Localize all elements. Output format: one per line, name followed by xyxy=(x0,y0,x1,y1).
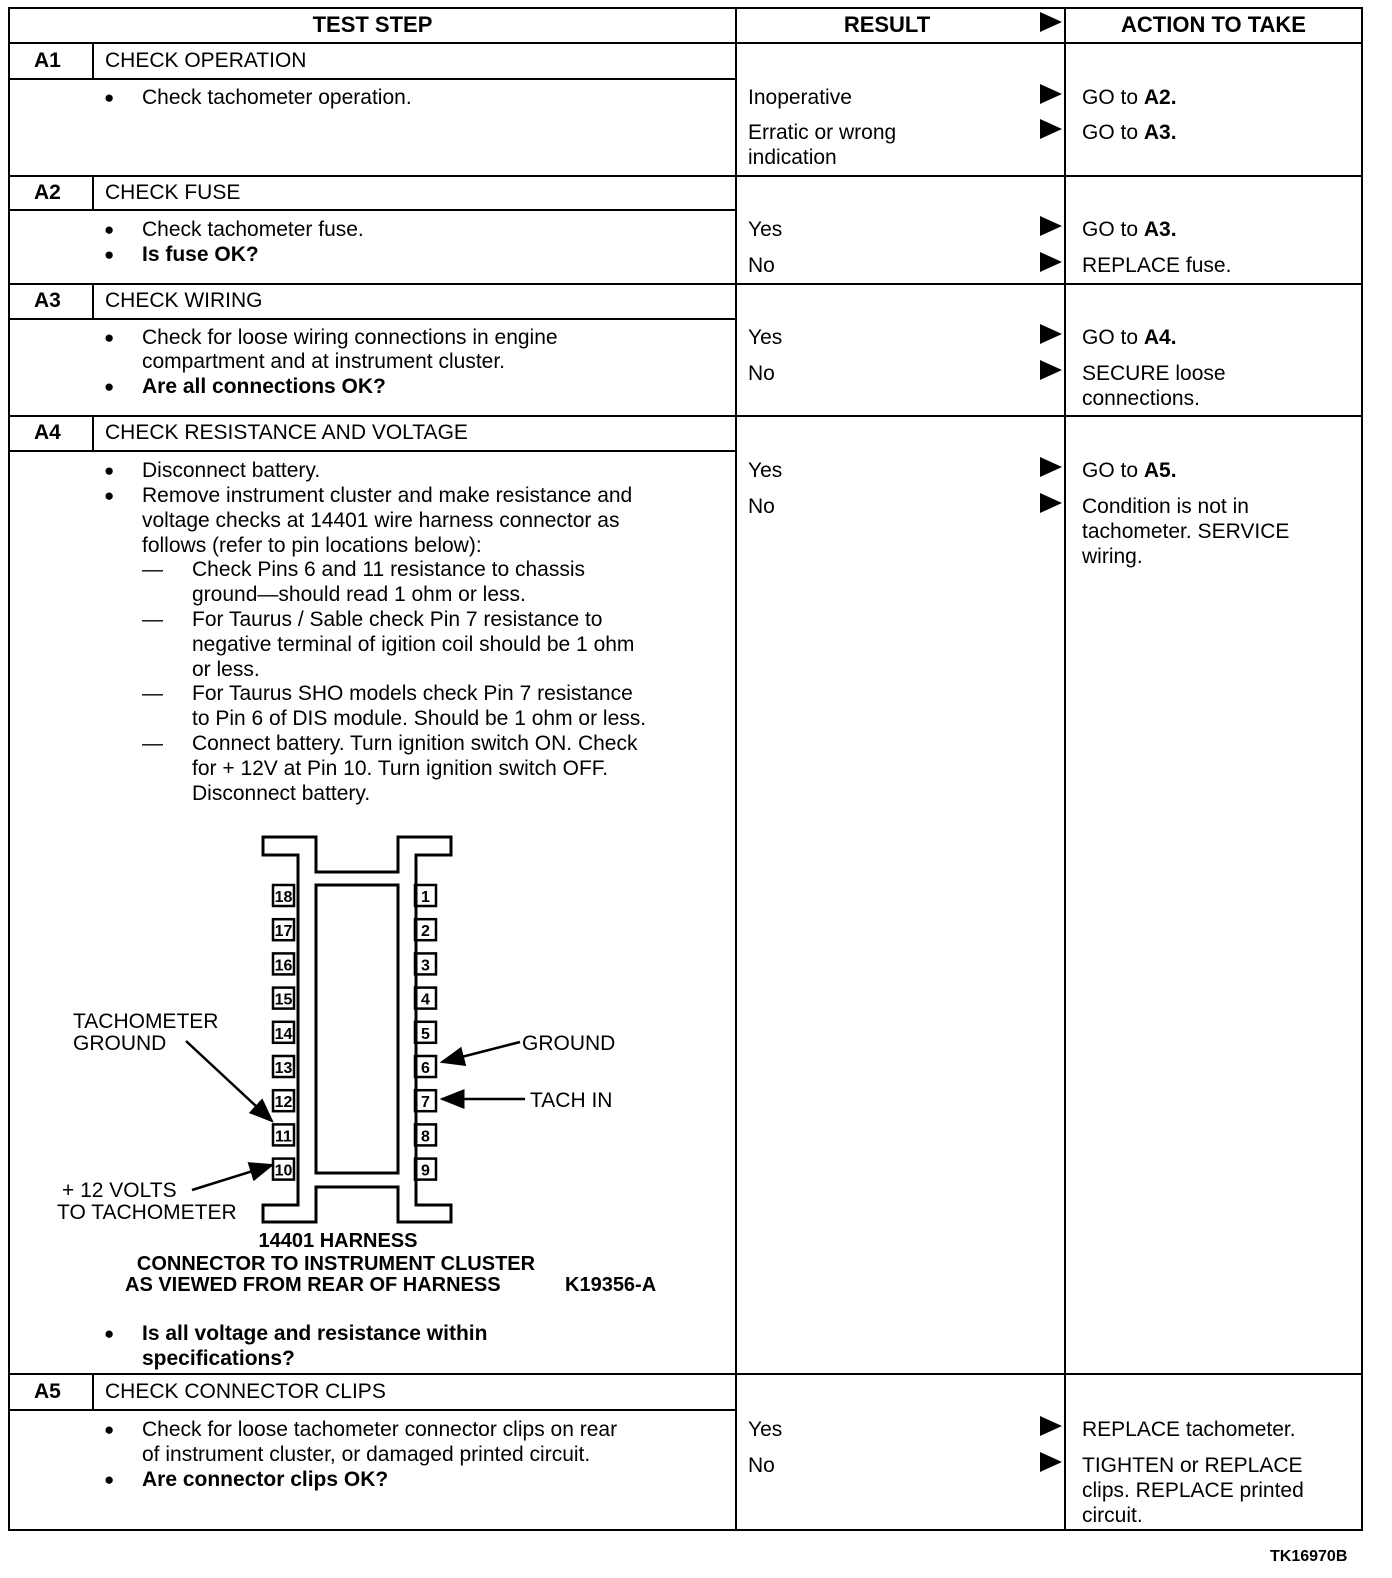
pin-label-9: 9 xyxy=(421,1162,430,1180)
step-id-a1: A1 xyxy=(34,49,61,72)
step-line-a4-16: specifications? xyxy=(142,1347,295,1370)
action-a1-1: GO to A2. xyxy=(1082,86,1177,109)
result-a5-2: No xyxy=(748,1454,775,1477)
action-a5-1: REPLACE tachometer. xyxy=(1082,1418,1296,1441)
col-divider-1 xyxy=(735,7,737,1531)
label-12v-2: TO TACHOMETER xyxy=(57,1201,237,1224)
step-line-a3-2: compartment and at instrument cluster. xyxy=(142,350,505,373)
action-a5-2a: TIGHTEN or REPLACE xyxy=(1082,1454,1303,1477)
step-line-a4-10: For Taurus SHO models check Pin 7 resistance xyxy=(192,682,633,705)
step-title-a1: CHECK OPERATION xyxy=(105,49,307,72)
header-test-step: TEST STEP xyxy=(312,12,433,37)
step-line-a4-11: to Pin 6 of DIS module. Should be 1 ohm or less. xyxy=(192,707,647,730)
arrow-icon xyxy=(1040,252,1062,272)
table-border-bottom xyxy=(8,1529,1363,1531)
action-a3-1: GO to A4. xyxy=(1082,326,1177,349)
result-a4-1: Yes xyxy=(748,459,783,482)
pin-label-14: 14 xyxy=(274,1025,293,1043)
pin-label-3: 3 xyxy=(421,957,430,975)
figure-id: K19356-A xyxy=(565,1274,657,1296)
step-line-a5-3: Are connector clips OK? xyxy=(142,1468,389,1491)
step-line-a3-1: Check for loose wiring connections in engine xyxy=(142,326,558,349)
action-a3-2a: SECURE loose xyxy=(1082,362,1226,385)
bullet-icon: ● xyxy=(104,486,115,505)
bullet-icon: ● xyxy=(104,88,115,107)
step-line-a5-2: of instrument cluster, or damaged printed circuit. xyxy=(142,1443,591,1466)
bullet-icon: ● xyxy=(104,1470,115,1489)
pin-label-15: 15 xyxy=(274,991,293,1009)
dash-icon: — xyxy=(142,732,163,755)
step-id-a5: A5 xyxy=(34,1380,61,1403)
action-a2-2: REPLACE fuse. xyxy=(1082,254,1232,277)
right-pin-column xyxy=(415,885,436,1180)
ground-leader xyxy=(442,1042,520,1062)
pin-label-7: 7 xyxy=(421,1094,430,1112)
action-a1-2: GO to A3. xyxy=(1082,121,1177,144)
caption-line-2: CONNECTOR TO INSTRUMENT CLUSTER xyxy=(136,1253,536,1275)
footer-id: TK16970B xyxy=(1270,1548,1348,1565)
volts-leader xyxy=(192,1165,272,1190)
pin-label-5: 5 xyxy=(421,1025,430,1043)
pin-label-13: 13 xyxy=(274,1060,293,1077)
tach-ground-leader xyxy=(186,1041,272,1121)
action-a4-2c: wiring. xyxy=(1082,545,1143,568)
label-tach-ground-2: GROUND xyxy=(73,1032,167,1055)
action-a2-1: GO to A3. xyxy=(1082,218,1177,241)
bullet-icon: ● xyxy=(104,461,115,480)
action-a5-2b: clips. REPLACE printed xyxy=(1082,1479,1304,1502)
step-line-a3-3: Are all connections OK? xyxy=(142,375,386,398)
connector-cavity xyxy=(316,885,398,1173)
arrow-icon xyxy=(1040,1452,1062,1472)
pin-label-18: 18 xyxy=(274,889,293,906)
result-a3-1: Yes xyxy=(748,326,783,349)
pin-label-12: 12 xyxy=(274,1094,293,1112)
step-title-a3: CHECK WIRING xyxy=(105,289,263,312)
bullet-icon: ● xyxy=(104,328,115,347)
step-line-a2-2: Is fuse OK? xyxy=(142,243,259,266)
step-line-a4-14: Disconnect battery. xyxy=(192,782,371,805)
step-line-a4-13: for + 12V at Pin 10. Turn ignition switch OFF. xyxy=(192,757,609,780)
caption-line-3: AS VIEWED FROM REAR OF HARNESS xyxy=(125,1274,501,1296)
label-tach-ground-1: TACHOMETER xyxy=(73,1010,219,1033)
header-result: RESULT xyxy=(843,12,931,37)
left-pin-column xyxy=(273,885,294,1180)
dash-icon: — xyxy=(142,558,163,581)
result-a5-1: Yes xyxy=(748,1418,783,1441)
dash-icon: — xyxy=(142,682,163,705)
row-separator-a5 xyxy=(8,1373,1363,1375)
result-a1-2a: Erratic or wrong xyxy=(748,121,897,144)
step-line-a4-6: ground—should read 1 ohm or less. xyxy=(192,583,526,606)
dash-icon: — xyxy=(142,608,163,631)
result-a1-1: Inoperative xyxy=(748,86,852,109)
pin-label-17: 17 xyxy=(274,923,293,941)
step-line-a4-8: negative terminal of igition coil should be 1 ohm xyxy=(192,633,635,656)
arrow-icon xyxy=(1040,119,1062,139)
action-a4-2b: tachometer. SERVICE xyxy=(1082,520,1290,543)
col-divider-2 xyxy=(1064,7,1066,1531)
pin-label-1: 1 xyxy=(421,889,430,906)
action-a5-2c: circuit. xyxy=(1082,1504,1143,1527)
step-line-a4-3: voltage checks at 14401 wire harness connector as xyxy=(142,509,620,532)
arrow-icon xyxy=(1040,457,1062,477)
arrow-icon xyxy=(1040,216,1062,236)
label-ground: GROUND xyxy=(522,1032,616,1055)
header-arrow-icon xyxy=(1040,12,1062,32)
bullet-icon: ● xyxy=(104,1420,115,1439)
bullet-icon: ● xyxy=(104,377,115,396)
action-a4-2a: Condition is not in xyxy=(1082,495,1249,518)
step-line-a4-5: Check Pins 6 and 11 resistance to chassis xyxy=(192,558,585,581)
pin-label-8: 8 xyxy=(421,1128,430,1146)
step-line-a2-1: Check tachometer fuse. xyxy=(142,218,364,241)
pin-label-11: 11 xyxy=(275,1128,292,1146)
bullet-icon: ● xyxy=(104,1324,115,1343)
pin-label-10: 10 xyxy=(274,1162,293,1180)
step-line-a1-1: Check tachometer operation. xyxy=(142,86,412,109)
label-12v-1: + 12 VOLTS xyxy=(62,1179,177,1202)
title-underline-a5 xyxy=(8,1409,737,1411)
step-line-a4-12: Connect battery. Turn ignition switch ON. Check xyxy=(192,732,638,755)
step-id-a2: A2 xyxy=(34,181,61,204)
bullet-icon: ● xyxy=(104,220,115,239)
connector-diagram xyxy=(0,0,735,1373)
label-tach-in: TACH IN xyxy=(530,1089,613,1112)
step-line-a4-1: Disconnect battery. xyxy=(142,459,321,482)
step-id-a4: A4 xyxy=(34,421,61,444)
arrow-icon xyxy=(1040,84,1062,104)
action-a4-1: GO to A5. xyxy=(1082,459,1177,482)
bullet-icon: ● xyxy=(104,245,115,264)
id-divider-a5 xyxy=(92,1373,94,1411)
result-a2-2: No xyxy=(748,254,775,277)
step-line-a4-7: For Taurus / Sable check Pin 7 resistance to xyxy=(192,608,603,631)
pin-label-2: 2 xyxy=(421,923,430,941)
arrow-icon xyxy=(1040,1416,1062,1436)
step-line-a4-4: follows (refer to pin locations below): xyxy=(142,534,482,557)
step-line-a4-9: or less. xyxy=(192,658,260,681)
pin-label-16: 16 xyxy=(274,957,293,975)
action-a3-2b: connections. xyxy=(1082,387,1200,410)
result-a1-2b: indication xyxy=(748,146,837,169)
arrow-icon xyxy=(1040,324,1062,344)
step-title-a4: CHECK RESISTANCE AND VOLTAGE xyxy=(105,421,468,444)
arrow-icon xyxy=(1040,360,1062,380)
result-a3-2: No xyxy=(748,362,775,385)
step-title-a5: CHECK CONNECTOR CLIPS xyxy=(105,1380,386,1403)
result-a4-2: No xyxy=(748,495,775,518)
step-id-a3: A3 xyxy=(34,289,61,312)
pin-label-4: 4 xyxy=(421,991,430,1009)
result-a2-1: Yes xyxy=(748,218,783,241)
table-border-right xyxy=(1361,7,1363,1531)
arrow-icon xyxy=(1040,493,1062,513)
pin-label-6: 6 xyxy=(421,1060,430,1077)
step-line-a4-2: Remove instrument cluster and make resistance and xyxy=(142,484,633,507)
step-line-a5-1: Check for loose tachometer connector clips on rear xyxy=(142,1418,618,1441)
step-line-a4-15: Is all voltage and resistance within xyxy=(142,1322,488,1345)
step-title-a2: CHECK FUSE xyxy=(105,181,241,204)
header-action: ACTION TO TAKE xyxy=(1121,12,1306,37)
caption-line-1: 14401 HARNESS xyxy=(258,1230,418,1252)
